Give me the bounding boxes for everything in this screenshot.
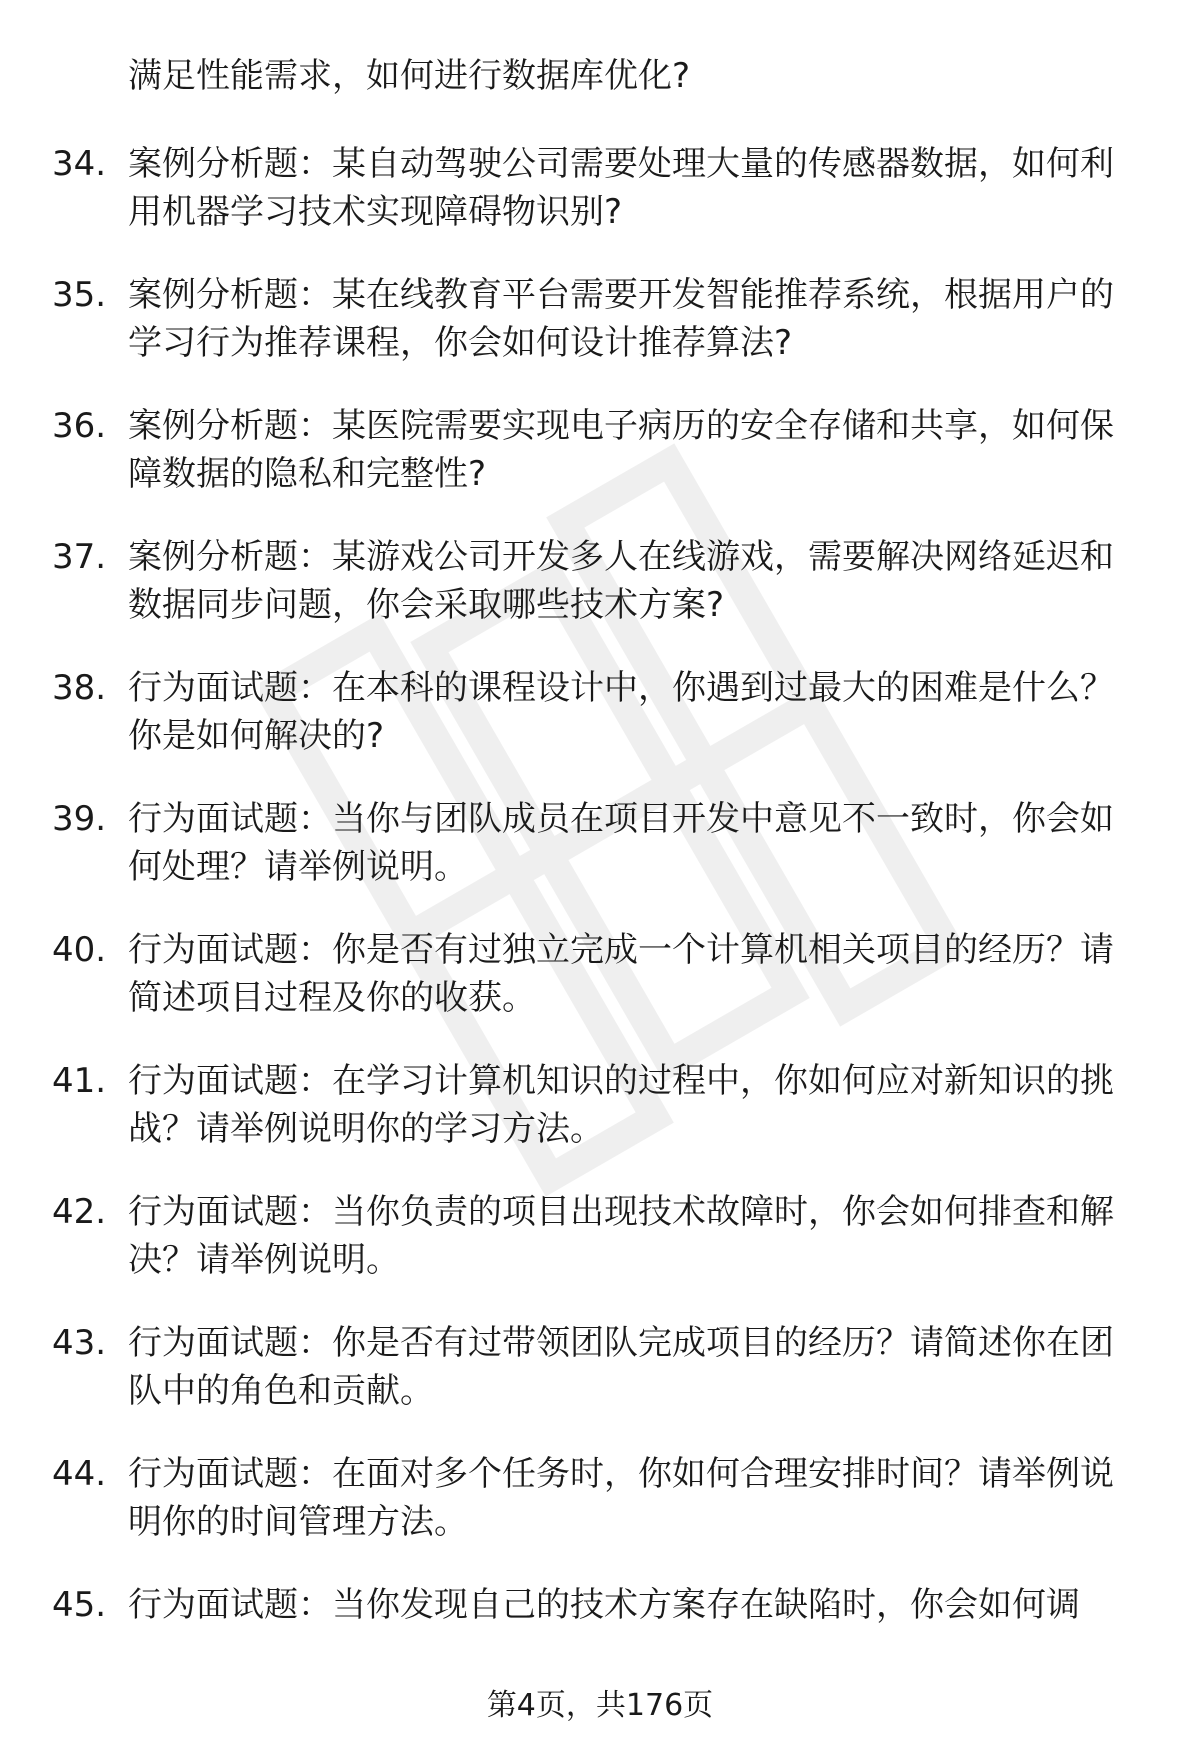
question-text: 行为面试题：你是否有过带领团队完成项目的经历？请简述你在团队中的角色和贡献。: [128, 1323, 1114, 1411]
question-item: [0, 402, 1200, 533]
question-number: 42.: [52, 1192, 107, 1232]
continuation-text: 满足性能需求，如何进行数据库优化?: [128, 56, 691, 96]
question-number: 39.: [52, 799, 107, 839]
question-text: 行为面试题：在本科的课程设计中，你遇到过最大的困难是什么？你是如何解决的?: [128, 668, 1114, 756]
question-item: [0, 1450, 1200, 1581]
question-text: 案例分析题：某医院需要实现电子病历的安全存储和共享，如何保障数据的隐私和完整性?: [128, 406, 1114, 494]
question-text: 行为面试题：当你与团队成员在项目开发中意见不一致时，你会如何处理？请举例说明。: [128, 799, 1114, 887]
question-number: 38.: [52, 668, 107, 708]
question-text: 案例分析题：某在线教育平台需要开发智能推荐系统，根据用户的学习行为推荐课程，你会如何设计推荐算法?: [128, 275, 1114, 363]
question-number: 40.: [52, 930, 107, 970]
question-item: [0, 140, 1200, 271]
question-item: [0, 1319, 1200, 1450]
question-number: 35.: [52, 275, 107, 315]
question-item: [0, 664, 1200, 795]
question-number: 34.: [52, 144, 107, 184]
question-text: 案例分析题：某自动驾驶公司需要处理大量的传感器数据，如何利用机器学习技术实现障碍物识别?: [128, 144, 1114, 232]
question-list: [0, 140, 1200, 1712]
question-text: 案例分析题：某游戏公司开发多人在线游戏，需要解决网络延迟和数据同步问题，你会采取哪些技术方案?: [128, 537, 1114, 625]
question-item: [0, 1188, 1200, 1319]
question-number: 43.: [52, 1323, 107, 1363]
question-text: 行为面试题：当你发现自己的技术方案存在缺陷时，你会如何调: [128, 1585, 1080, 1625]
question-item: [0, 795, 1200, 926]
question-text: 行为面试题：在面对多个任务时，你如何合理安排时间？请举例说明你的时间管理方法。: [128, 1454, 1114, 1542]
question-number: 36.: [52, 406, 107, 446]
question-number: 45.: [52, 1585, 107, 1625]
page-footer: 第4页，共176页: [486, 1688, 714, 1723]
question-item: [0, 926, 1200, 1057]
question-number: 44.: [52, 1454, 107, 1494]
question-number: 37.: [52, 537, 107, 577]
question-number: 41.: [52, 1061, 107, 1101]
question-item: [0, 271, 1200, 402]
question-item: [0, 1057, 1200, 1188]
question-item: [0, 533, 1200, 664]
question-text: 行为面试题：你是否有过独立完成一个计算机相关项目的经历？请简述项目过程及你的收获。: [128, 930, 1114, 1018]
question-text: 行为面试题：在学习计算机知识的过程中，你如何应对新知识的挑战？请举例说明你的学习方法。: [128, 1061, 1114, 1149]
question-text: 行为面试题：当你负责的项目出现技术故障时，你会如何排查和解决？请举例说明。: [128, 1192, 1114, 1280]
